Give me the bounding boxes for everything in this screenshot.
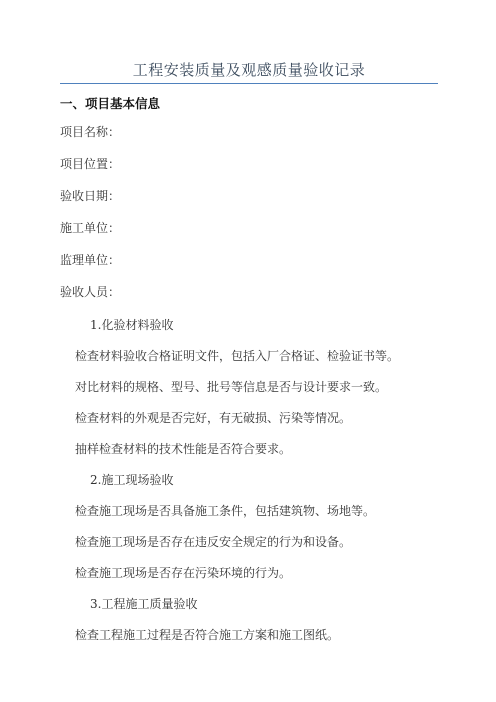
list-item: 检查工程施工过程是否符合施工方案和施工图纸。 [75, 628, 340, 642]
list-item: 检查材料验收合格证明文件，包括入厂合格证、检验证书等。 [75, 349, 400, 363]
subsection-heading: 1.化验材料验收 [90, 318, 174, 332]
list-item: 检查施工现场是否存在污染环境的行为。 [75, 566, 292, 580]
subsection-heading: 3.工程施工质量验收 [90, 597, 198, 611]
info-field-construction-unit: 施工单位： [60, 221, 121, 235]
subsection-heading: 2.施工现场验收 [90, 473, 174, 487]
list-item: 对比材料的规格、型号、批号等信息是否与设计要求一致。 [75, 380, 388, 394]
section-heading: 一、项目基本信息 [60, 96, 161, 111]
info-field-project-name: 项目名称： [60, 125, 121, 139]
info-field-project-location: 项目位置： [60, 157, 121, 171]
info-field-acceptance-date: 验收日期： [60, 189, 121, 203]
list-item: 检查材料的外观是否完好，有无破损、污染等情况。 [75, 411, 352, 425]
list-item: 抽样检查材料的技术性能是否符合要求。 [75, 442, 292, 456]
info-field-acceptance-personnel: 验收人员： [60, 285, 121, 299]
list-item: 检查施工现场是否存在违反安全规定的行为和设备。 [75, 535, 352, 549]
info-field-supervision-unit: 监理单位： [60, 253, 121, 267]
list-item: 检查施工现场是否具备施工条件，包括建筑物、场地等。 [75, 504, 376, 518]
title-underline [60, 83, 438, 84]
document-title: 工程安装质量及观感质量验收记录 [132, 61, 366, 79]
